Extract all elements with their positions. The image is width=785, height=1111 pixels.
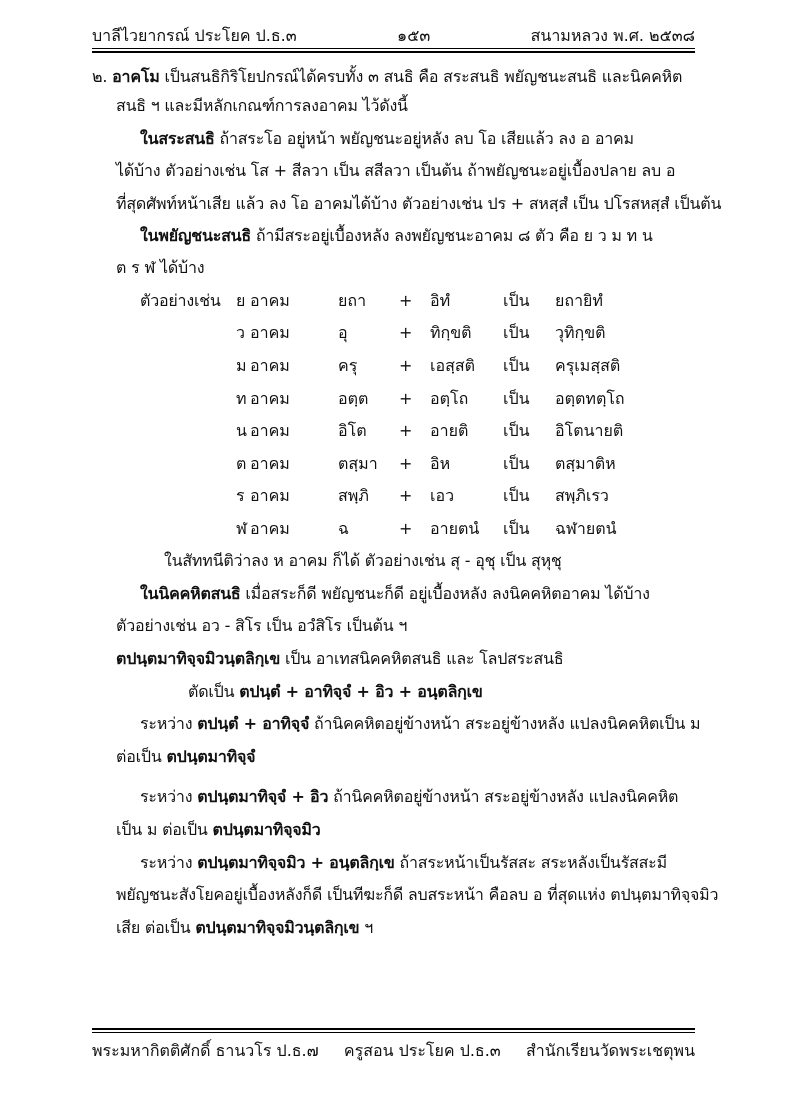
term-byanjana-sandhi: ในพยัญชนะสนธิ — [140, 226, 251, 245]
para-step3-line3: เสีย ต่อเป็น ตปนฺตมาทิจฺจมิวนฺตลิกฺเข ฯ — [116, 918, 374, 937]
para-example-word: ตปนฺตมาทิจฺจมิวนฺตลิกฺเข เป็น อาเทสนิคคหิตสนธิ และ โลปสระสนธิ — [116, 649, 564, 668]
footer-rule-thick — [92, 1028, 695, 1030]
examples-label: ตัวอย่างเช่น — [140, 291, 221, 310]
para-saddaniti-note: ในสัททนีติว่าลง ห อาคม ก็ได้ ตัวอย่างเช่น สุ - อุชุ เป็น สุหุชุ — [164, 551, 562, 570]
para-akomo-line1: ๒. อาคโม เป็นสนธิกิริโยปกรณ์ได้ครบทั้ง ๓ สนธิ คือ สระสนธิ พยัญชนะสนธิ และนิคคหิต — [92, 67, 683, 86]
para-akomo-line2: สนธิ ฯ และมีหลักเกณฑ์การลงอาคม ไว้ดังนี้ — [116, 96, 408, 115]
para-step1-line2: ต่อเป็น ตปนฺตมาทิจฺจํ — [116, 747, 256, 766]
page-header — [92, 26, 695, 46]
term-sara-sandhi: ในสระสนธิ — [140, 129, 215, 148]
term-niggahita-sandhi: ในนิคคหิตสนธิ — [140, 584, 241, 603]
para-step1-line1: ระหว่าง ตปนฺตํ + อาทิจฺจํ ถ้านิคคหิตอยู่ข้างหน้า สระอยู่ข้างหลัง แปลงนิคคหิตเป็น ม — [140, 714, 701, 733]
header-rule-thin — [92, 48, 695, 49]
header-page-number: ๑๕๓ — [397, 26, 431, 45]
term-akomo: อาคโม — [112, 67, 160, 86]
para-step3-line2: พยัญชนะสังโยคอยู่เบื้องหลังก็ดี เป็นทีฆะก็ดี ลบสระหน้า คือลบ อ ที่สุดแห่ง ตปนฺตมาทิจฺจมิว — [116, 885, 719, 904]
footer-author: พระมหากิตติศักดิ์ ธานวโร ป.ธ.๗ — [92, 1041, 319, 1060]
footer-institution: สำนักเรียนวัดพระเชตุพน — [525, 1041, 695, 1060]
term-step2-result: ตปนฺตมาทิจฺจมิว — [212, 820, 321, 839]
footer-course: ครูสอน ประโยค ป.ธ.๓ — [343, 1041, 501, 1060]
term-step3-pair: ตปนฺตมาทิจฺจมิว + อนฺตลิกฺเข — [197, 853, 395, 872]
footer-rule-thin — [92, 1032, 695, 1033]
para-step3-line1: ระหว่าง ตปนฺตมาทิจฺจมิว + อนฺตลิกฺเข ถ้าสระหน้าเป็นรัสสะ สระหลังเป็นรัสสะมี — [140, 853, 667, 872]
para-niggahita-sandhi-line1: ในนิคคหิตสนธิ เมื่อสระก็ดี พยัญชนะก็ดี อยู่เบื้องหลัง ลงนิคคหิตอาคม ได้บ้าง — [140, 584, 650, 603]
term-example-compound: ตปนฺตมาทิจฺจมิวนฺตลิกฺเข — [116, 649, 281, 668]
term-split-parts: ตปนฺตํ + อาทิจฺจํ + อิว + อนฺตลิกฺเข — [239, 682, 483, 701]
para-step2-line1: ระหว่าง ตปนฺตมาทิจฺจํ + อิว ถ้านิคคหิตอยู่ข้างหน้า สระอยู่ข้างหลัง แปลงนิคคหิต — [140, 787, 679, 806]
para-sara-sandhi-line3: ที่สุดศัพท์หน้าเสีย แล้ว ลง โอ อาคมได้บ้าง ตัวอย่างเช่น ปร + สหสฺสํ เป็น ปโรสหสฺสํ เป็นต้น — [116, 194, 722, 213]
para-niggahita-sandhi-line2: ตัวอย่างเช่น อว - สิโร เป็น อวํสิโร เป็นต้น ฯ — [116, 616, 408, 635]
para-step2-line2: เป็น ม ต่อเป็น ตปนฺตมาทิจฺจมิว — [116, 820, 321, 839]
para-sara-sandhi-line2: ได้บ้าง ตัวอย่างเช่น โส + สีลวา เป็น สสีลวา เป็นต้น ถ้าพยัญชนะอยู่เบื้องปลาย ลบ อ — [116, 161, 676, 180]
header-exam-year: สนามหลวง พ.ศ. ๒๕๓๘ — [530, 26, 695, 45]
header-book-title: บาลีไวยากรณ์ ประโยค ป.ธ.๓ — [92, 26, 297, 45]
para-byanjana-sandhi-line2: ต ร ฬ ได้บ้าง — [116, 258, 205, 277]
para-split: ตัดเป็น ตปนฺตํ + อาทิจฺจํ + อิว + อนฺตลิกฺเข — [188, 682, 483, 701]
para-byanjana-sandhi-line1: ในพยัญชนะสนธิ ถ้ามีสระอยู่เบื้องหลัง ลงพยัญชนะอาคม ๘ ตัว คือ ย ว ม ท น — [140, 226, 653, 245]
para-sara-sandhi-line1: ในสระสนธิ ถ้าสระโอ อยู่หน้า พยัญชนะอยู่หลัง ลบ โอ เสียแล้ว ลง อ อาคม — [140, 129, 634, 148]
term-step1-pair: ตปนฺตํ + อาทิจฺจํ — [197, 714, 310, 733]
header-rule-thick — [92, 51, 695, 53]
term-step2-pair: ตปนฺตมาทิจฺจํ + อิว — [197, 787, 329, 806]
term-step3-result: ตปนฺตมาทิจฺจมิวนฺตลิกฺเข — [195, 918, 360, 937]
term-step1-result: ตปนฺตมาทิจฺจํ — [166, 747, 256, 766]
page-footer — [92, 1041, 695, 1061]
